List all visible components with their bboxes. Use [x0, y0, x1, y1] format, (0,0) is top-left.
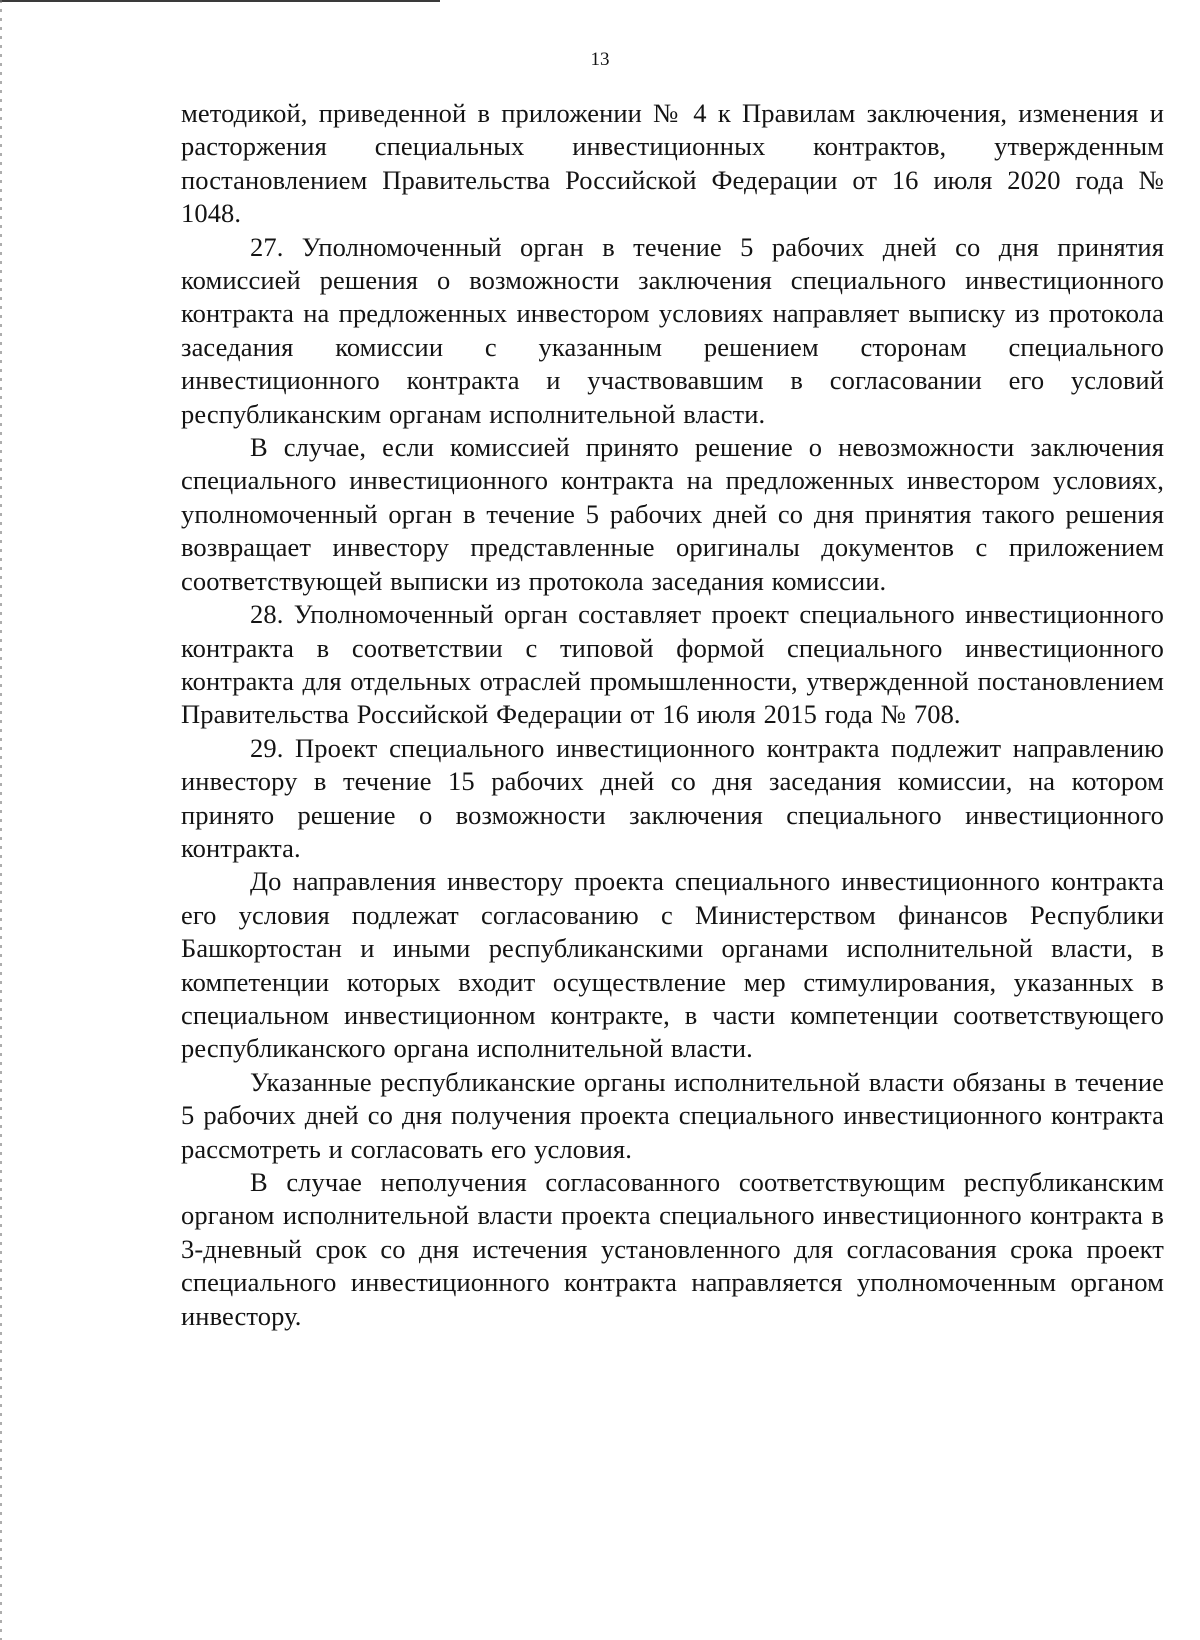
scan-edge-left — [0, 0, 2, 1640]
scan-edge-top — [0, 0, 440, 2]
paragraph-no-approval-case: В случае неполучения согласованного соответствующим республиканским органом исполнительной власти проекта специального инвестиционного контракта в 3-дневный срок со дня истечения установленного для согласования срока проект специального инвестиционного контракта направляется уполномоченным органом инвестору. — [181, 1167, 1164, 1331]
paragraph-item-28: 28. Уполномоченный орган составляет проект специального инвестиционного контракта в соответствии с типовой формой специального инвестиционного контракта для отдельных отраслей промышленности, утвержденной постановлением Правительства Российской Федерации от 16 июля 2015 года № 708. — [181, 599, 1164, 730]
paragraph-continuation: методикой, приведенной в приложении № 4 к Правилам заключения, изменения и расторжения специальных инвестиционных контрактов, утвержденным постановлением Правительства Российской Федерации от 16 июля 2020 года № 1048. — [181, 98, 1164, 229]
paragraph-item-27: 27. Уполномоченный орган в течение 5 рабочих дней со дня принятия комиссией решения о возможности заключения специального инвестиционного контракта на предложенных инвестором условиях направляет выписку из протокола заседания комиссии с указанным решением сторонам специального инвестиционного контракта и участвовавшим в согласовании его условий республиканским органам исполнительной власти. — [181, 231, 1164, 429]
paragraph-approval-deadline: Указанные республиканские органы исполнительной власти обязаны в течение 5 рабочих дней со дня получения проекта специального инвестиционного контракта рассмотреть и согласовать его условия. — [181, 1066, 1164, 1164]
paragraph-approval-requirement: До направления инвестору проекта специального инвестиционного контракта его условия подлежат согласованию с Министерством финансов Республики Башкортостан и иными республиканскими органами исполнительной власти, в компетенции которых входит осуществление мер стимулирования, указанных в специальном инвестиционном контракте, в части компетенции соответствующего республиканского органа исполнительной власти. — [181, 866, 1164, 1064]
paragraph-item-29: 29. Проект специального инвестиционного контракта подлежит направлению инвестору в течение 15 рабочих дней со дня заседания комиссии, на котором принято решение о возможности заключения специального инвестиционного контракта. — [181, 732, 1164, 863]
document-body — [181, 97, 1164, 1333]
paragraph-rejection-case: В случае, если комиссией принято решение о невозможности заключения специального инвестиционного контракта на предложенных инвестором условиях, уполномоченный орган в течение 5 рабочих дней со дня принятия такого решения возвращает инвестору представленные оригиналы документов с приложением соответствующей выписки из протокола заседания комиссии. — [181, 432, 1164, 596]
page-number: 13 — [590, 49, 610, 70]
